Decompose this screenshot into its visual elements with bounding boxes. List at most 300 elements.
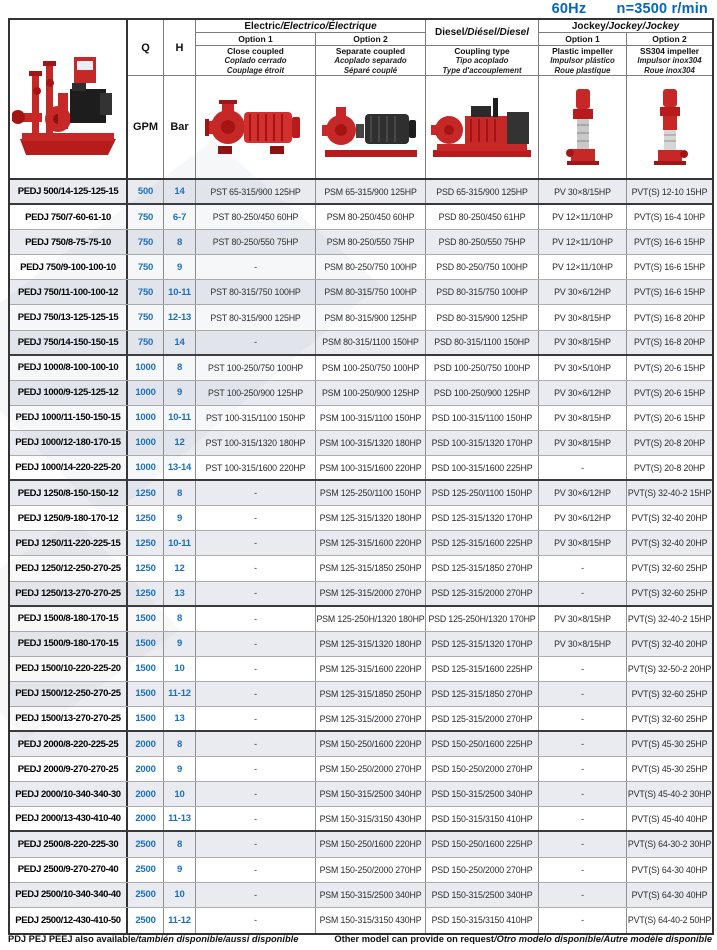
close-coupled-pump-image xyxy=(196,76,316,178)
jockey-plastic-cell: PV 30×6/12HP xyxy=(539,481,627,505)
model-cell: PEDJ 2000/9-270-270-25 xyxy=(10,757,128,781)
electric-separate-coupled-cell: PSM 100-315/1600 220HP xyxy=(316,456,426,479)
table-row xyxy=(10,531,712,556)
table-row xyxy=(10,556,712,581)
speed-value: n=3500 r/min xyxy=(616,1,708,17)
diesel-section-title: Diesel /Diésel/Diesel xyxy=(426,20,539,46)
jockey-option2-label: Option 2 xyxy=(627,33,712,46)
electric-close-coupled-cell: - xyxy=(196,531,316,555)
jockey-plastic-cell: PV 12×11/10HP xyxy=(539,255,627,279)
jockey-plastic-cell: - xyxy=(539,582,627,605)
table-row xyxy=(10,406,712,431)
electric-separate-coupled-cell: PSM 125-315/2000 270HP xyxy=(316,582,426,605)
electric-separate-coupled-cell: PSM 125-250/1100 150HP xyxy=(316,481,426,505)
q-gpm-cell: 750 xyxy=(128,205,164,229)
h-bar-cell: 8 xyxy=(164,481,196,505)
h-bar-cell: 14 xyxy=(164,180,196,203)
q-gpm-cell: 750 xyxy=(128,230,164,254)
q-gpm-cell: 1500 xyxy=(128,657,164,681)
jockey-ss304-cell: PVT(S) 32-40 20HP xyxy=(631,513,708,524)
electric-separate-coupled-cell: PSM 80-250/750 100HP xyxy=(316,255,426,279)
table-row xyxy=(10,657,712,682)
table-body xyxy=(10,180,712,933)
column-header-gpm: GPM xyxy=(128,76,164,178)
table-row xyxy=(10,456,712,481)
jockey-plastic-cell: - xyxy=(539,883,627,907)
jockey-pump-ss304-image xyxy=(627,76,712,178)
diesel-cell: PSD 125-250/1100 150HP xyxy=(426,481,539,505)
model-cell: PEDJ 1250/11-220-225-15 xyxy=(10,531,128,555)
h-bar-cell: 11-12 xyxy=(164,908,196,933)
q-gpm-cell: 1000 xyxy=(128,456,164,479)
electric-option1-label: Option 1 xyxy=(196,33,316,46)
jockey-plastic-cell: - xyxy=(539,782,627,806)
q-gpm-cell: 1000 xyxy=(128,406,164,430)
h-bar-cell: 13-14 xyxy=(164,456,196,479)
jockey-ss304-cell: PVT(S) 45-40 40HP xyxy=(631,813,708,824)
frequency-speed-line xyxy=(526,1,708,17)
model-cell: PEDJ 1500/12-250-270-25 xyxy=(10,682,128,706)
table-row xyxy=(10,481,712,506)
table-row xyxy=(10,782,712,807)
diesel-cell: PSD 150-315/2500 340HP xyxy=(426,782,539,806)
table-row xyxy=(10,607,712,632)
model-cell: PEDJ 1250/9-180-170-12 xyxy=(10,506,128,530)
diesel-cell: PSD 100-315/1320 170HP xyxy=(426,431,539,455)
diesel-cell: PSD 150-315/3150 410HP xyxy=(426,908,539,933)
model-cell: PEDJ 1250/8-150-150-12 xyxy=(10,481,128,505)
q-gpm-cell: 1500 xyxy=(128,682,164,706)
electric-close-coupled-cell: - xyxy=(196,807,316,830)
table-row xyxy=(10,205,712,230)
h-bar-cell: 10-11 xyxy=(164,280,196,304)
electric-close-coupled-cell: - xyxy=(196,732,316,756)
h-bar-cell: 6-7 xyxy=(164,205,196,229)
model-cell: PEDJ 1250/12-250-270-25 xyxy=(10,556,128,580)
h-bar-cell: 9 xyxy=(164,632,196,656)
model-cell: PEDJ 1000/12-180-170-15 xyxy=(10,431,128,455)
model-cell: PEDJ 2000/8-220-225-25 xyxy=(10,732,128,756)
electric-separate-coupled-cell: PSM 150-250/2000 270HP xyxy=(316,757,426,781)
h-bar-cell: 9 xyxy=(164,757,196,781)
h-bar-cell: 14 xyxy=(164,331,196,354)
electric-separate-coupled-cell: PSM 65-315/900 125HP xyxy=(316,180,426,203)
q-gpm-cell: 1500 xyxy=(128,707,164,730)
q-gpm-cell: 1250 xyxy=(128,556,164,580)
q-gpm-cell: 2000 xyxy=(128,732,164,756)
table-row xyxy=(10,908,712,933)
diesel-cell: PSD 100-315/1600 225HP xyxy=(426,456,539,479)
diesel-cell: PSD 100-250/900 125HP xyxy=(426,381,539,405)
electric-separate-coupled-cell: PSM 80-315/750 100HP xyxy=(316,280,426,304)
jockey-plastic-cell: PV 30×6/12HP xyxy=(539,280,627,304)
diesel-cell: PSD 150-315/2500 340HP xyxy=(426,883,539,907)
table-row xyxy=(10,280,712,305)
jockey-ss304-cell: PVT(S) 45-40-2 30HP xyxy=(627,789,712,800)
q-gpm-cell: 500 xyxy=(128,180,164,203)
jockey-ss304-cell: PVT(S) 32-60 25HP xyxy=(631,688,708,699)
diesel-cell: PSD 125-315/1850 270HP xyxy=(426,682,539,706)
h-bar-cell: 10 xyxy=(164,782,196,806)
table-row xyxy=(10,255,712,280)
electric-close-coupled-cell: - xyxy=(196,883,316,907)
diesel-cell: PSD 65-315/900 125HP xyxy=(426,180,539,203)
electric-separate-coupled-cell: PSM 125-315/1850 250HP xyxy=(316,556,426,580)
q-gpm-cell: 2000 xyxy=(128,757,164,781)
jockey-ss304-cell: PVT(S) 20-8 20HP xyxy=(634,437,705,448)
q-gpm-cell: 1500 xyxy=(128,607,164,631)
jockey-plastic-cell: - xyxy=(539,556,627,580)
electric-separate-coupled-cell: PSM 150-315/2500 340HP xyxy=(316,883,426,907)
electric-separate-coupled-cell: PSM 100-315/1100 150HP xyxy=(316,406,426,430)
jockey-plastic-cell: - xyxy=(539,908,627,933)
jockey-ss304-cell: PVT(S) 20-6 15HP xyxy=(634,387,705,398)
diesel-cell: PSD 150-250/2000 270HP xyxy=(426,858,539,882)
jockey-plastic-cell: - xyxy=(539,456,627,479)
h-bar-cell: 9 xyxy=(164,255,196,279)
electric-close-coupled-cell: - xyxy=(196,331,316,354)
electric-separate-coupled-cell: PSM 150-250/1600 220HP xyxy=(316,832,426,856)
diesel-cell: PSD 80-315/750 100HP xyxy=(426,280,539,304)
jockey-ss304-cell: PVT(S) 16-6 15HP xyxy=(634,287,705,298)
model-cell: PEDJ 1000/11-150-150-15 xyxy=(10,406,128,430)
h-bar-cell: 12-13 xyxy=(164,305,196,329)
jockey-plastic-cell: PV 30×8/15HP xyxy=(539,632,627,656)
jockey-plastic-cell: PV 30×8/15HP xyxy=(539,607,627,631)
h-bar-cell: 10 xyxy=(164,657,196,681)
q-gpm-cell: 2500 xyxy=(128,883,164,907)
table-row xyxy=(10,632,712,657)
jockey-plastic-cell: PV 30×8/15HP xyxy=(539,305,627,329)
jockey-ss304-cell: PVT(S) 64-30-2 30HP xyxy=(627,839,712,850)
jockey-plastic-cell: - xyxy=(539,682,627,706)
q-gpm-cell: 2500 xyxy=(128,908,164,933)
electric-close-coupled-cell: - xyxy=(196,255,316,279)
q-gpm-cell: 1000 xyxy=(128,381,164,405)
jockey-ss304-cell: PVT(S) 45-30 25HP xyxy=(631,764,708,775)
diesel-cell: PSD 80-315/900 125HP xyxy=(426,305,539,329)
electric-close-coupled-cell: PST 100-250/750 100HP xyxy=(196,356,316,380)
electric-close-coupled-cell: - xyxy=(196,908,316,933)
table-row xyxy=(10,832,712,857)
model-cell: PEDJ 2000/10-340-340-30 xyxy=(10,782,128,806)
q-gpm-cell: 1000 xyxy=(128,356,164,380)
column-header-h: H xyxy=(164,20,196,76)
jockey-plastic-cell: PV 30×8/15HP xyxy=(539,406,627,430)
h-bar-cell: 11-12 xyxy=(164,682,196,706)
q-gpm-cell: 1250 xyxy=(128,582,164,605)
diesel-cell: PSD 125-315/1600 225HP xyxy=(426,657,539,681)
table-row xyxy=(10,180,712,205)
jockey-ss304-cell: PVT(S) 32-40-2 15HP xyxy=(627,613,712,624)
electric-close-coupled-cell: - xyxy=(196,707,316,730)
jockey-ss304-cell: PVT(S) 32-60 25HP xyxy=(631,713,708,724)
diesel-cell: PSD 80-250/450 61HP xyxy=(426,205,539,229)
electric-separate-coupled-cell: PSM 150-250/1600 220HP xyxy=(316,732,426,756)
model-cell: PEDJ 750/8-75-75-10 xyxy=(10,230,128,254)
jockey-plastic-cell: PV 30×8/15HP xyxy=(539,331,627,354)
electric-close-coupled-cell: - xyxy=(196,506,316,530)
diesel-cell: PSD 100-315/1100 150HP xyxy=(426,406,539,430)
jockey-ss304-cell: PVT(S) 32-60 25HP xyxy=(631,563,708,574)
table-row xyxy=(10,732,712,757)
jockey-plastic-cell: - xyxy=(539,807,627,830)
electric-close-coupled-cell: - xyxy=(196,632,316,656)
table-row xyxy=(10,582,712,607)
model-cell: PEDJ 1000/9-125-125-12 xyxy=(10,381,128,405)
jockey-ss304-cell: PVT(S) 32-40 20HP xyxy=(631,638,708,649)
electric-separate-coupled-cell: PSM 100-315/1320 180HP xyxy=(316,431,426,455)
diesel-cell: PSD 125-315/1850 270HP xyxy=(426,556,539,580)
diesel-cell: PSD 125-250H/1320 170HP xyxy=(426,607,539,631)
footer-other-model: Other model can provide on request/Otro modelo disponible/Autre modèle disponible xyxy=(334,934,712,944)
h-bar-cell: 9 xyxy=(164,858,196,882)
model-cell: PEDJ 2500/12-430-410-50 xyxy=(10,908,128,933)
table-row xyxy=(10,305,712,330)
diesel-cell: PSD 125-315/2000 270HP xyxy=(426,707,539,730)
model-cell: PEDJ 2500/8-220-225-30 xyxy=(10,832,128,856)
jockey-ss304-cell: PVT(S) 16-4 10HP xyxy=(634,212,705,223)
model-cell: PEDJ 2500/10-340-340-40 xyxy=(10,883,128,907)
jockey-plastic-cell: PV 30×8/15HP xyxy=(539,431,627,455)
h-bar-cell: 13 xyxy=(164,582,196,605)
electric-close-coupled-cell: PST 100-250/900 125HP xyxy=(196,381,316,405)
electric-separate-coupled-cell: PSM 125-315/1320 180HP xyxy=(316,506,426,530)
electric-close-coupled-cell: - xyxy=(196,757,316,781)
model-cell: PEDJ 2500/9-270-270-40 xyxy=(10,858,128,882)
h-bar-cell: 8 xyxy=(164,832,196,856)
diesel-cell: PSD 150-250/2000 270HP xyxy=(426,757,539,781)
electric-close-coupled-cell: - xyxy=(196,607,316,631)
jockey-plastic-cell: - xyxy=(539,757,627,781)
electric-close-coupled-cell: PST 80-315/750 100HP xyxy=(196,280,316,304)
q-gpm-cell: 1000 xyxy=(128,431,164,455)
h-bar-cell: 8 xyxy=(164,356,196,380)
model-cell: PEDJ 1250/13-270-270-25 xyxy=(10,582,128,605)
plastic-impeller-description: Plastic impeller Impulsor plástico Roue plastique xyxy=(539,46,627,76)
h-bar-cell: 10 xyxy=(164,883,196,907)
jockey-plastic-cell: PV 12×11/10HP xyxy=(539,205,627,229)
h-bar-cell: 8 xyxy=(164,230,196,254)
diesel-cell: PSD 150-315/3150 410HP xyxy=(426,807,539,830)
table-row xyxy=(10,356,712,381)
pump-selection-table xyxy=(8,18,714,935)
model-cell: PEDJ 750/11-100-100-12 xyxy=(10,280,128,304)
column-header-q: Q xyxy=(128,20,164,76)
q-gpm-cell: 750 xyxy=(128,255,164,279)
table-row xyxy=(10,858,712,883)
table-row xyxy=(10,682,712,707)
table-row xyxy=(10,331,712,356)
separate-coupled-description: Separate coupled Acoplado separado Séparé couplé xyxy=(316,46,426,76)
model-cell: PEDJ 1000/8-100-100-10 xyxy=(10,356,128,380)
electric-close-coupled-cell: - xyxy=(196,556,316,580)
h-bar-cell: 9 xyxy=(164,506,196,530)
q-gpm-cell: 2500 xyxy=(128,832,164,856)
h-bar-cell: 12 xyxy=(164,431,196,455)
jockey-ss304-cell: PVT(S) 20-8 20HP xyxy=(634,462,705,473)
electric-separate-coupled-cell: PSM 125-315/1320 180HP xyxy=(316,632,426,656)
q-gpm-cell: 2000 xyxy=(128,782,164,806)
jockey-plastic-cell: - xyxy=(539,832,627,856)
q-gpm-cell: 750 xyxy=(128,305,164,329)
model-cell: PEDJ 2000/13-430-410-40 xyxy=(10,807,128,830)
close-coupled-description: Close coupled Coplado cerrado Couplage étroit xyxy=(196,46,316,76)
jockey-ss304-cell: PVT(S) 64-40-2 50HP xyxy=(627,915,712,926)
jockey-ss304-cell: PVT(S) 16-6 15HP xyxy=(634,262,705,273)
electric-close-coupled-cell: PST 65-315/900 125HP xyxy=(196,180,316,203)
electric-separate-coupled-cell: PSM 125-315/1600 220HP xyxy=(316,657,426,681)
electric-separate-coupled-cell: PSM 125-315/2000 270HP xyxy=(316,707,426,730)
electric-close-coupled-cell: - xyxy=(196,682,316,706)
electric-separate-coupled-cell: PSM 100-250/900 125HP xyxy=(316,381,426,405)
diesel-cell: PSD 80-250/550 75HP xyxy=(426,230,539,254)
jockey-plastic-cell: PV 30×5/10HP xyxy=(539,356,627,380)
jockey-plastic-cell: PV 30×8/15HP xyxy=(539,180,627,203)
frequency-value: 60Hz xyxy=(551,1,587,17)
electric-separate-coupled-cell: PSM 100-250/750 100HP xyxy=(316,356,426,380)
fire-pump-package-image xyxy=(10,20,128,178)
h-bar-cell: 8 xyxy=(164,607,196,631)
electric-close-coupled-cell: PST 100-315/1100 150HP xyxy=(196,406,316,430)
electric-close-coupled-cell: - xyxy=(196,481,316,505)
jockey-plastic-cell: PV 12×11/10HP xyxy=(539,230,627,254)
jockey-plastic-cell: PV 30×8/15HP xyxy=(539,531,627,555)
model-cell: PEDJ 750/9-100-100-10 xyxy=(10,255,128,279)
q-gpm-cell: 1250 xyxy=(128,506,164,530)
jockey-ss304-cell: PVT(S) 64-30 40HP xyxy=(631,889,708,900)
electric-close-coupled-cell: - xyxy=(196,858,316,882)
model-cell: PEDJ 1500/8-180-170-15 xyxy=(10,607,128,631)
table-row xyxy=(10,757,712,782)
electric-close-coupled-cell: PST 80-250/550 75HP xyxy=(196,230,316,254)
h-bar-cell: 10-11 xyxy=(164,531,196,555)
model-cell: PEDJ 750/14-150-150-15 xyxy=(10,331,128,354)
table-row xyxy=(10,381,712,406)
jockey-section-title: Jockey /Jockey/Jockey xyxy=(539,20,712,33)
electric-close-coupled-cell: PST 80-250/450 60HP xyxy=(196,205,316,229)
diesel-cell: PSD 150-250/1600 225HP xyxy=(426,832,539,856)
jockey-plastic-cell: PV 30×6/12HP xyxy=(539,381,627,405)
jockey-ss304-cell: PVT(S) 32-40 20HP xyxy=(631,538,708,549)
jockey-ss304-cell: PVT(S) 32-40-2 15HP xyxy=(627,488,712,499)
table-row xyxy=(10,707,712,732)
jockey-ss304-cell: PVT(S) 32-60 25HP xyxy=(631,588,708,599)
model-cell: PEDJ 500/14-125-125-15 xyxy=(10,180,128,203)
electric-section-title: Electric /Electrico/Électrique xyxy=(196,20,426,33)
electric-separate-coupled-cell: PSM 80-315/1100 150HP xyxy=(316,331,426,354)
table-row xyxy=(10,807,712,832)
jockey-ss304-cell: PVT(S) 16-8 20HP xyxy=(634,312,705,323)
diesel-cell: PSD 80-250/750 100HP xyxy=(426,255,539,279)
h-bar-cell: 8 xyxy=(164,732,196,756)
jockey-plastic-cell: - xyxy=(539,707,627,730)
electric-separate-coupled-cell: PSM 150-315/3150 430HP xyxy=(316,807,426,830)
h-bar-cell: 13 xyxy=(164,707,196,730)
q-gpm-cell: 1500 xyxy=(128,632,164,656)
model-cell: PEDJ 1500/10-220-225-20 xyxy=(10,657,128,681)
jockey-ss304-cell: PVT(S) 20-6 15HP xyxy=(634,362,705,373)
diesel-cell: PSD 125-315/1320 170HP xyxy=(426,506,539,530)
electric-separate-coupled-cell: PSM 150-315/3150 430HP xyxy=(316,908,426,933)
jockey-ss304-cell: PVT(S) 16-6 15HP xyxy=(634,237,705,248)
model-cell: PEDJ 750/7-60-61-10 xyxy=(10,205,128,229)
diesel-cell: PSD 125-315/1600 225HP xyxy=(426,531,539,555)
electric-separate-coupled-cell: PSM 150-315/2500 340HP xyxy=(316,782,426,806)
electric-option2-label: Option 2 xyxy=(316,33,426,46)
q-gpm-cell: 1250 xyxy=(128,531,164,555)
jockey-ss304-cell: PVT(S) 16-8 20HP xyxy=(634,337,705,348)
table-row xyxy=(10,431,712,456)
model-cell: PEDJ 750/13-125-125-15 xyxy=(10,305,128,329)
diesel-cell: PSD 150-250/1600 225HP xyxy=(426,732,539,756)
jockey-ss304-cell: PVT(S) 12-10 15HP xyxy=(631,186,708,197)
electric-separate-coupled-cell: PSM 80-250/450 60HP xyxy=(316,205,426,229)
table-row xyxy=(10,506,712,531)
model-cell: PEDJ 1500/9-180-170-15 xyxy=(10,632,128,656)
jockey-plastic-cell: PV 30×6/12HP xyxy=(539,506,627,530)
electric-separate-coupled-cell: PSM 150-250/2000 270HP xyxy=(316,858,426,882)
electric-close-coupled-cell: PST 100-315/1320 180HP xyxy=(196,431,316,455)
electric-close-coupled-cell: - xyxy=(196,582,316,605)
jockey-ss304-cell: PVT(S) 20-6 15HP xyxy=(634,412,705,423)
h-bar-cell: 9 xyxy=(164,381,196,405)
jockey-plastic-cell: - xyxy=(539,732,627,756)
q-gpm-cell: 2000 xyxy=(128,807,164,830)
diesel-cell: PSD 125-315/1320 170HP xyxy=(426,632,539,656)
electric-close-coupled-cell: PST 80-315/900 125HP xyxy=(196,305,316,329)
footer-also-available: PDJ PEJ PEEJ also available/también disponible/aussi disponible xyxy=(8,934,299,944)
table-row xyxy=(10,230,712,255)
coupling-type-description: Coupling type Tipo acoplado Type d'accouplement xyxy=(426,46,539,76)
electric-close-coupled-cell: - xyxy=(196,782,316,806)
h-bar-cell: 10-11 xyxy=(164,406,196,430)
electric-separate-coupled-cell: PSM 125-250H/1320 180HP xyxy=(316,607,426,631)
jockey-ss304-cell: PVT(S) 45-30 25HP xyxy=(631,739,708,750)
model-cell: PEDJ 1500/13-270-270-25 xyxy=(10,707,128,730)
table-row xyxy=(10,883,712,908)
diesel-cell: PSD 80-315/1100 150HP xyxy=(426,331,539,354)
electric-separate-coupled-cell: PSM 80-315/900 125HP xyxy=(316,305,426,329)
electric-close-coupled-cell: - xyxy=(196,657,316,681)
q-gpm-cell: 1250 xyxy=(128,481,164,505)
model-cell: PEDJ 1000/14-220-225-20 xyxy=(10,456,128,479)
jockey-plastic-cell: - xyxy=(539,657,627,681)
electric-close-coupled-cell: PST 100-315/1600 220HP xyxy=(196,456,316,479)
separate-coupled-pump-image xyxy=(316,76,426,178)
diesel-cell: PSD 125-315/2000 270HP xyxy=(426,582,539,605)
q-gpm-cell: 750 xyxy=(128,331,164,354)
electric-separate-coupled-cell: PSM 125-315/1600 220HP xyxy=(316,531,426,555)
electric-separate-coupled-cell: PSM 80-250/550 75HP xyxy=(316,230,426,254)
ss304-impeller-description: SS304 impeller Impulsor inox304 Roue inox304 xyxy=(627,46,712,76)
electric-separate-coupled-cell: PSM 125-315/1850 250HP xyxy=(316,682,426,706)
h-bar-cell: 11-13 xyxy=(164,807,196,830)
table-header xyxy=(10,20,712,180)
jockey-option1-label: Option 1 xyxy=(539,33,627,46)
electric-close-coupled-cell: - xyxy=(196,832,316,856)
diesel-pump-image xyxy=(426,76,539,178)
q-gpm-cell: 750 xyxy=(128,280,164,304)
jockey-pump-plastic-image xyxy=(539,76,627,178)
column-header-bar: Bar xyxy=(164,76,196,178)
diesel-cell: PSD 100-250/750 100HP xyxy=(426,356,539,380)
h-bar-cell: 12 xyxy=(164,556,196,580)
jockey-ss304-cell: PVT(S) 64-30 40HP xyxy=(631,864,708,875)
jockey-plastic-cell: - xyxy=(539,858,627,882)
q-gpm-cell: 2500 xyxy=(128,858,164,882)
page-footer xyxy=(8,934,712,944)
